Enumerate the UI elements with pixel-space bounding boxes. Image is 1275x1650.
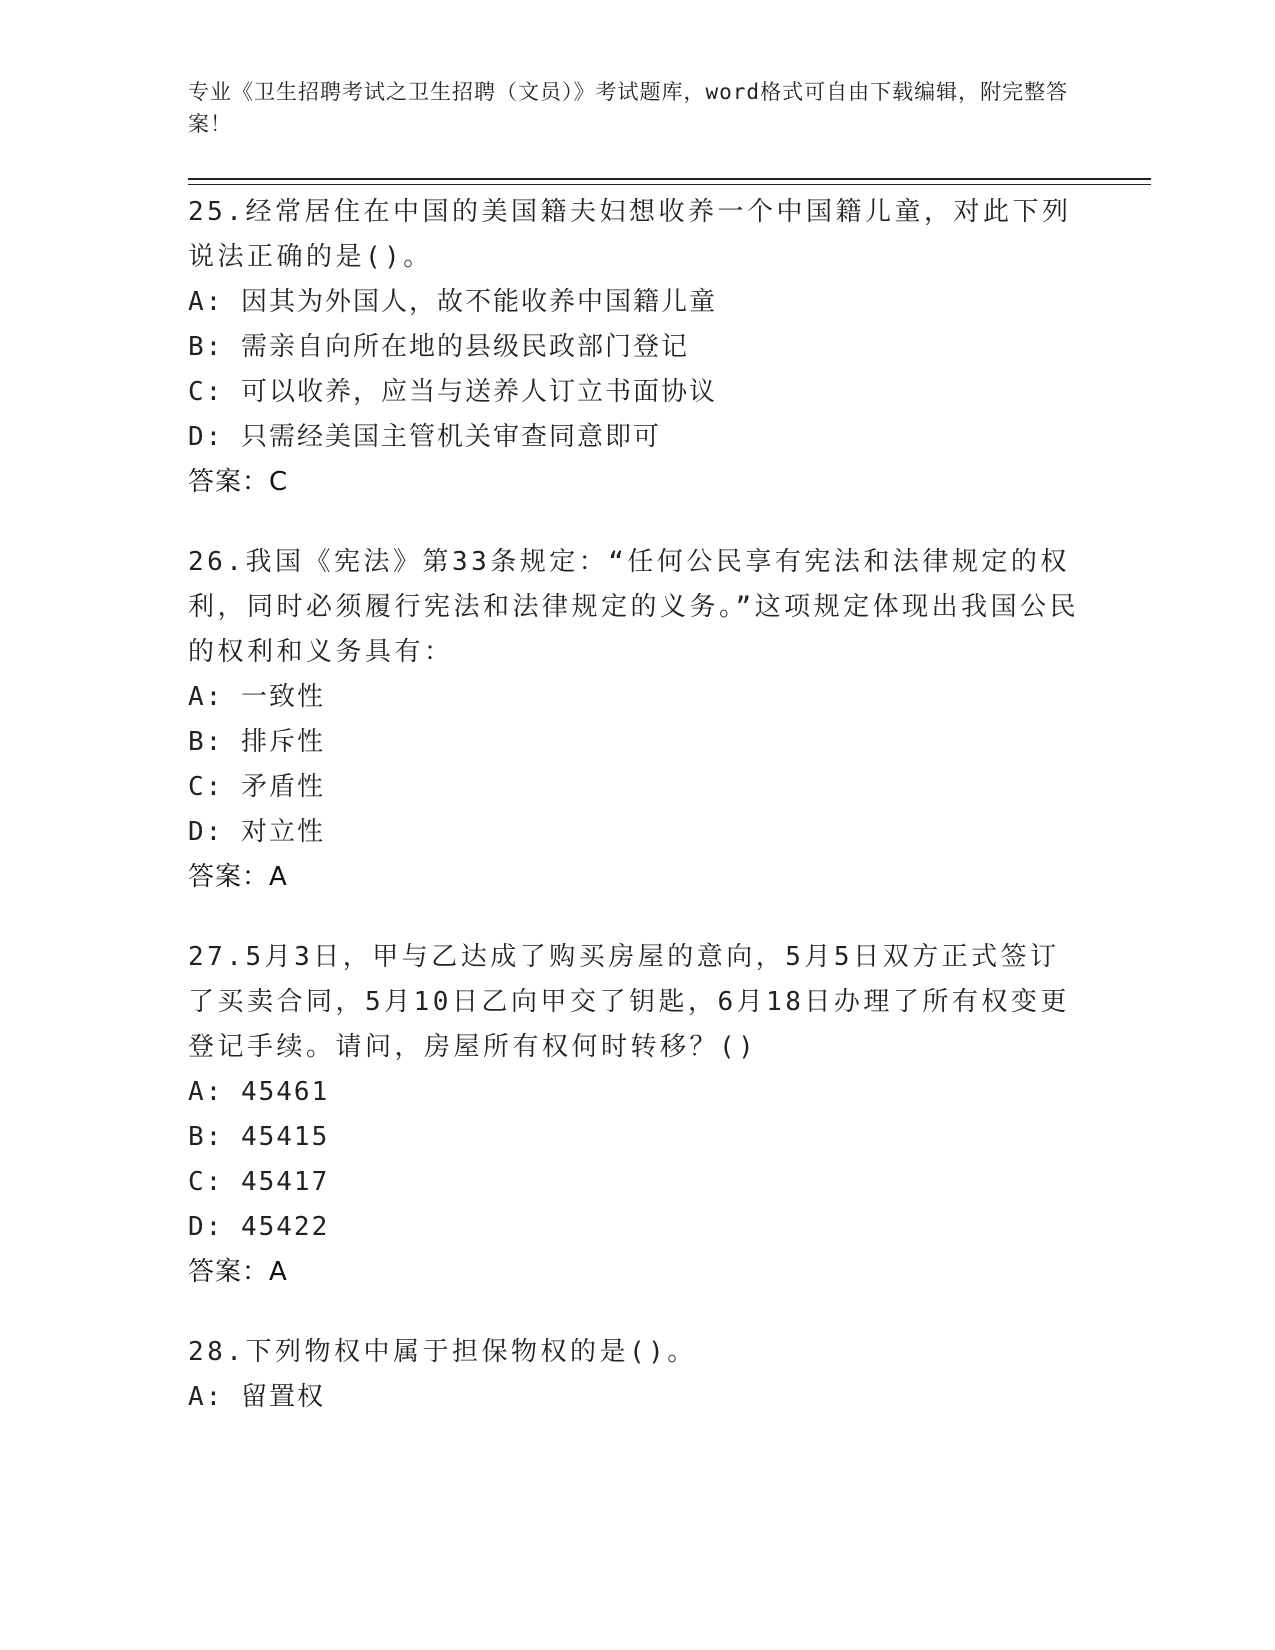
question-stem: 26.我国《宪法》第33条规定：“任何公民享有宪法和法律规定的权利，同时必须履行宪法和法律规定的义务。”这项规定体现出我国公民的权利和义务具有： — [188, 547, 1080, 667]
option-a: A: 因其为外国人，故不能收养中国籍儿童 — [188, 287, 717, 317]
header-divider-thin — [188, 184, 1151, 185]
question-stem: 25.经常居住在中国的美国籍夫妇想收养一个中国籍儿童，对此下列说法正确的是()。 — [188, 197, 1072, 272]
option-b: B: 45415 — [188, 1122, 330, 1152]
option-d: D: 只需经美国主管机关审查同意即可 — [188, 422, 661, 452]
question-26 — [188, 540, 1088, 900]
header-divider — [188, 178, 1151, 180]
option-d: D: 对立性 — [188, 817, 325, 847]
option-c: C: 45417 — [188, 1167, 330, 1197]
question-25 — [188, 190, 1088, 505]
question-27 — [188, 935, 1088, 1295]
answer: 答案：A — [188, 862, 288, 892]
option-c: C: 矛盾性 — [188, 772, 325, 802]
question-stem: 27.5月3日，甲与乙达成了购买房屋的意向，5月5日双方正式签订了买卖合同，5月10日乙向甲交了钥匙，6月18日办理了所有权变更登记手续。请问，房屋所有权何时转移？() — [188, 942, 1070, 1062]
option-b: B: 排斥性 — [188, 727, 325, 757]
answer: 答案：C — [188, 467, 289, 497]
option-c: C: 可以收养，应当与送养人订立书面协议 — [188, 377, 717, 407]
option-a: A: 留置权 — [188, 1382, 325, 1412]
answer: 答案：A — [188, 1257, 288, 1287]
option-d: D: 45422 — [188, 1212, 330, 1242]
question-28 — [188, 1330, 1088, 1420]
question-stem: 28.下列物权中属于担保物权的是()。 — [188, 1337, 697, 1367]
option-a: A: 一致性 — [188, 682, 325, 712]
option-b: B: 需亲自向所在地的县级民政部门登记 — [188, 332, 689, 362]
question-list — [188, 190, 1088, 1455]
document-header: 专业《卫生招聘考试之卫生招聘（文员）》考试题库，word格式可自由下载编辑，附完整答案！ — [188, 80, 1069, 136]
option-a: A: 45461 — [188, 1077, 330, 1107]
